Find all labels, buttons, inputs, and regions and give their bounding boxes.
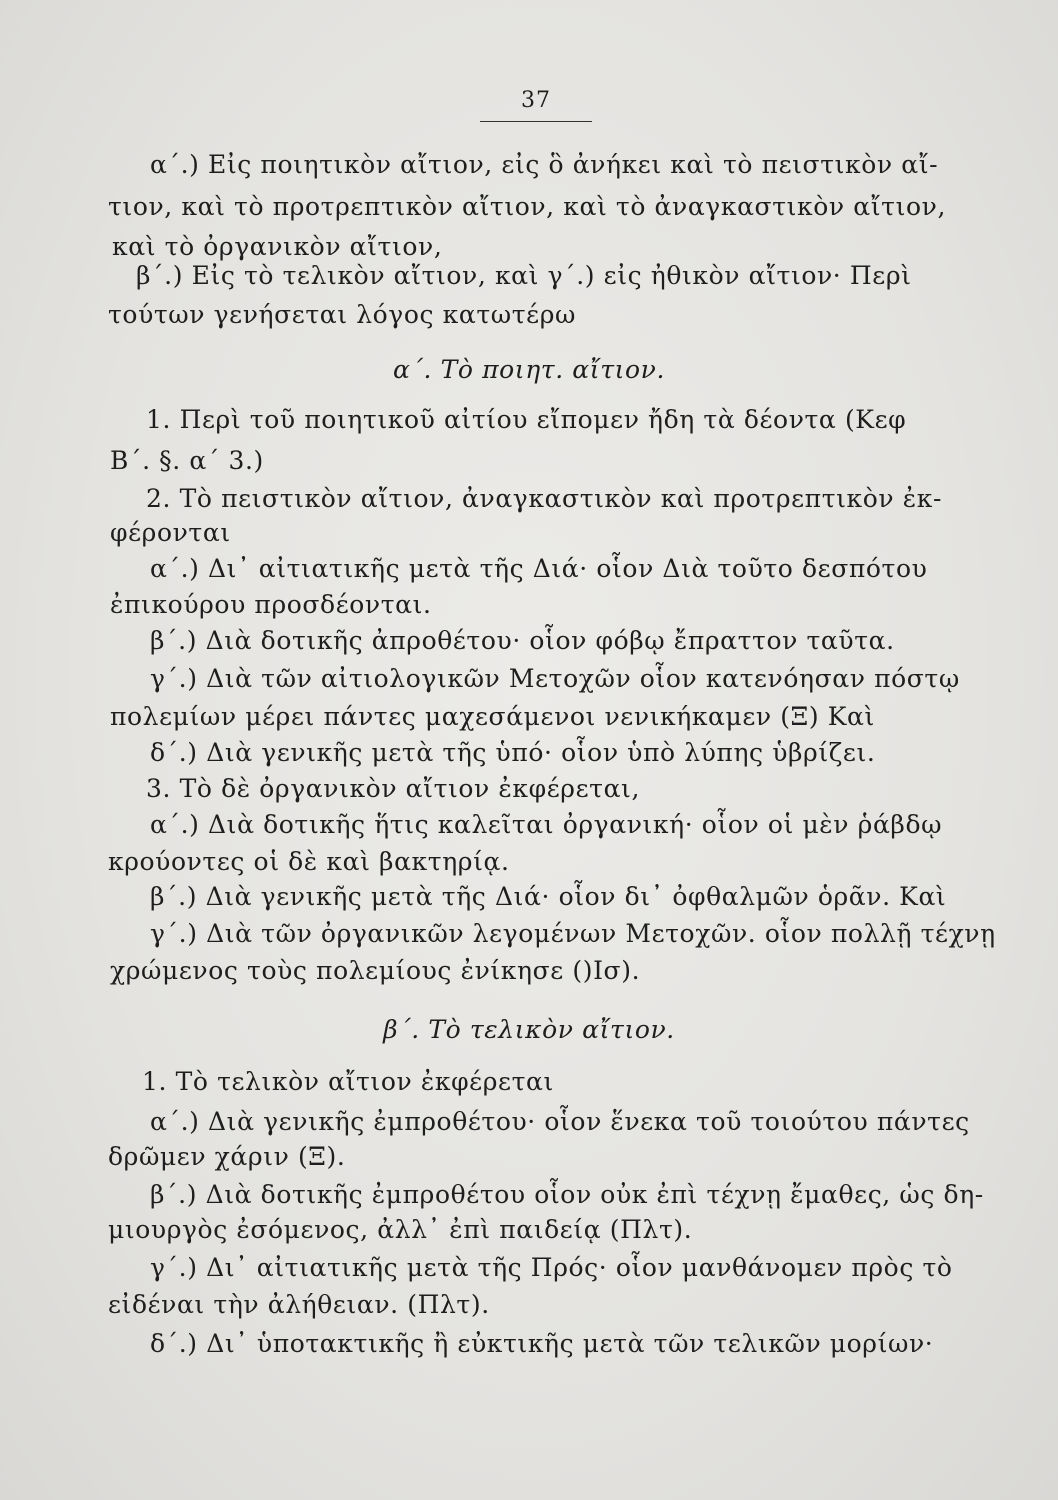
text-line: γ΄.) Διὰ τῶν ὀργανικῶν λεγομένων Μετοχῶν. οἷον πολλῇ τέχνῃ [150,919,996,948]
text-line: β΄.) Διὰ δοτικῆς ἐμπροθέτου οἷον οὐκ ἐπὶ τέχνῃ ἔμαθες, ὡς δη- [150,1180,984,1209]
text-line: 2. Τὸ πειστικὸν αἴτιον, ἀναγκαστικὸν καὶ προτρεπτικὸν ἐκ- [146,484,943,513]
text-line: μιουργὸς ἐσόμενος, ἀλλ᾽ ἐπὶ παιδείᾳ (Πλτ). [108,1215,693,1244]
text-line: φέρονται [110,518,231,547]
text-line: δρῶμεν χάριν (Ξ). [108,1142,346,1171]
text-line: πολεμίων μέρει πάντες μαχεσάμενοι νενικήκαμεν (Ξ) Καὶ [110,702,875,731]
text-line: α΄.) Διὰ δοτικῆς ἥτις καλεῖται ὀργανική· οἷον οἱ μὲν ῥάβδῳ [150,810,943,839]
text-line: χρώμενος τοὺς πολεμίους ἐνίκησε ()Ισ). [110,956,641,985]
text-line: α΄.) Εἰς ποιητικὸν αἴτιον, εἰς ὃ ἀνήκει καὶ τὸ πειστικὸν αἴ- [150,150,939,179]
text-line: κρούοντες οἱ δὲ καὶ βακτηρίᾳ. [108,847,510,876]
text-line: καὶ τὸ ὀργανικὸν αἴτιον, [112,232,443,261]
text-line: 1. Τὸ τελικὸν αἴτιον ἐκφέρεται [142,1067,554,1096]
text-line: α΄.) Διὰ γενικῆς ἐμπροθέτου· οἷον ἕνεκα τοῦ τοιούτου πάντες [150,1107,970,1136]
text-line: ἐπικούρου προσδέονται. [110,590,432,619]
text-line: δ΄.) Δι᾽ ὑποτακτικῆς ἢ εὐκτικῆς μετὰ τῶν τελικῶν μορίων· [150,1329,934,1358]
text-line: β΄.) Εἰς τὸ τελικὸν αἴτιον, καὶ γ΄.) εἰς ἠθικὸν αἴτιον· Περὶ [136,261,912,290]
text-line: 1. Περὶ τοῦ ποιητικοῦ αἰτίου εἴπομεν ἤδη τὰ δέοντα (Κεφ [146,405,907,434]
text-line: δ΄.) Διὰ γενικῆς μετὰ τῆς ὑπό· οἷον ὑπὸ λύπης ὑβρίζει. [150,738,876,767]
text-line: Β΄. §. α΄ 3.) [110,446,264,475]
text-line: α΄.) Δι᾽ αἰτιατικῆς μετὰ τῆς Διά· οἷον Διὰ τοῦτο δεσπότου [150,554,928,583]
text-line: 3. Τὸ δὲ ὀργανικὸν αἴτιον ἐκφέρεται, [146,774,640,803]
text-line: β΄.) Διὰ δοτικῆς ἀπροθέτου· οἷον φόβῳ ἔπραττον ταῦτα. [150,626,895,655]
text-line: β΄.) Διὰ γενικῆς μετὰ τῆς Διά· οἷον δι᾽ ὀφθαλμῶν ὁρᾶν. Καὶ [150,882,947,911]
text-line: εἰδέναι τὴν ἀλήθειαν. (Πλτ). [108,1290,490,1319]
section-heading: α΄. Τὸ ποιητ. αἴτιον. [392,355,666,384]
page-number: 37 [521,88,551,113]
text-line: τούτων γενήσεται λόγος κατωτέρω [108,300,577,329]
text-line: τιον, καὶ τὸ προτρεπτικὸν αἴτιον, καὶ τὸ ἀναγκαστικὸν αἴτιον, [108,192,946,221]
text-line: γ΄.) Δι᾽ αἰτιατικῆς μετὰ τῆς Πρός· οἷον μανθάνομεν πρὸς τὸ [150,1253,953,1282]
text-line: γ΄.) Διὰ τῶν αἰτιολογικῶν Μετοχῶν οἷον κατενόησαν πόστῳ [150,664,960,693]
header-rule [480,121,592,122]
section-heading: β΄. Τὸ τελικὸν αἴτιον. [383,1015,675,1044]
